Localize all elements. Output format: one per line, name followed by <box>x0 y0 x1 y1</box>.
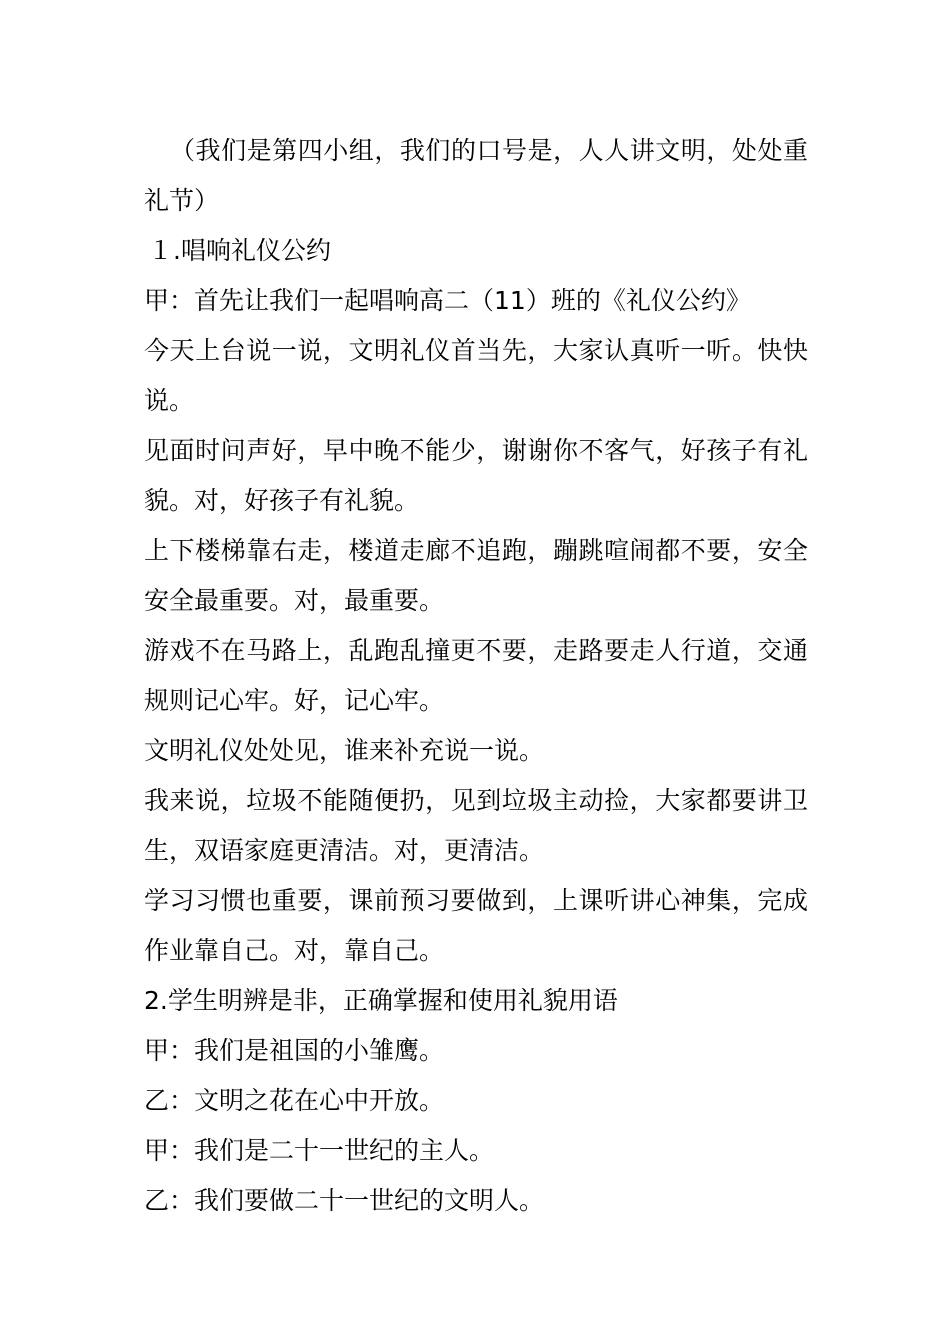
paragraph-pact-verse-1: 今天上台说一说，文明礼仪首当先，大家认真听一听。快快说。 <box>144 336 808 415</box>
section-heading-polite-language: 2.学生明辨是非，正确掌握和使用礼貌用语 <box>144 986 618 1015</box>
paragraph-intro-pact: 甲：首先让我们一起唱响高二（11）班的《礼仪公约》 <box>144 286 751 315</box>
dialogue-line-yi-2: 乙：我们要做二十一世纪的文明人。 <box>144 1186 545 1215</box>
document-body <box>144 126 808 1226</box>
dialogue-line-yi-1: 乙：文明之花在心中开放。 <box>144 1086 445 1115</box>
dialogue-line-jia-2: 甲：我们是二十一世纪的主人。 <box>144 1136 495 1165</box>
paragraph-pact-verse-3: 上下楼梯靠右走，楼道走廊不追跑，蹦跳喧闹都不要，安全安全最重要。对，最重要。 <box>144 536 808 615</box>
paragraph-pact-verse-4: 游戏不在马路上，乱跑乱撞更不要，走路要走人行道，交通规则记心牢。好，记心牢。 <box>144 636 808 715</box>
paragraph-pact-verse-7: 学习习惯也重要，课前预习要做到，上课听讲心神集，完成作业靠自己。对，靠自己。 <box>144 886 808 965</box>
paragraph-pact-verse-2: 见面时问声好，早中晚不能少，谢谢你不客气，好孩子有礼貌。对，好孩子有礼貌。 <box>144 436 808 515</box>
dialogue-line-jia-1: 甲：我们是祖国的小雏鹰。 <box>144 1036 445 1065</box>
paragraph-pact-verse-6: 我来说，垃圾不能随便扔，见到垃圾主动捡，大家都要讲卫生，双语家庭更清洁。对，更清洁。 <box>144 786 808 865</box>
paragraph-pact-verse-5: 文明礼仪处处见，谁来补充说一说。 <box>144 736 545 765</box>
paragraph-group-slogan: （我们是第四小组，我们的口号是，人人讲文明，处处重礼节） <box>144 136 808 215</box>
section-heading-etiquette-pact: １.唱响礼仪公约 <box>148 236 331 265</box>
